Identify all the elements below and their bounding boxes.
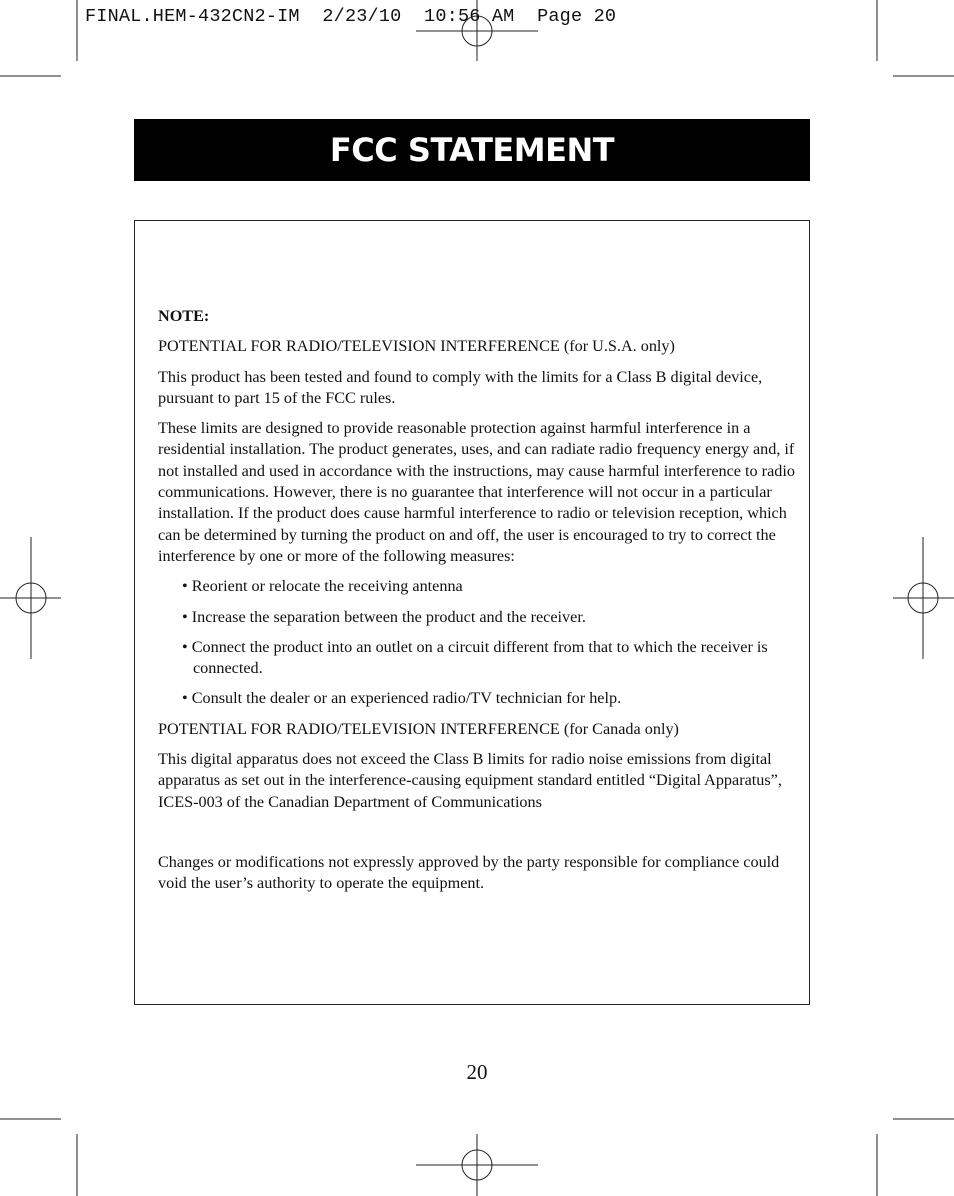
list-item: • Reorient or relocate the receiving antenna bbox=[182, 577, 463, 596]
title-banner bbox=[134, 119, 810, 181]
spacer bbox=[158, 822, 803, 852]
list-item: • Increase the separation between the product and the receiver. bbox=[182, 607, 586, 626]
registration-mark-bottom bbox=[416, 1134, 538, 1196]
registration-mark-right bbox=[893, 537, 954, 659]
usa-paragraph-1: This product has been tested and found to comply with the limits for a Class B digital device, pursuant to part 15 of the FCC rules. bbox=[158, 367, 763, 407]
measures-list bbox=[158, 576, 803, 709]
list-item: • Connect the product into an outlet on a circuit different from that to which the receiver is connected. bbox=[182, 637, 768, 678]
canada-paragraph: This digital apparatus does not exceed the Class B limits for radio noise emissions from digital apparatus as set out in the interference-causing equipment standard entitled “Digital Apparatus”, ICES-003 of the Canadian Department of Communications bbox=[158, 750, 782, 811]
usa-paragraph-2: These limits are designed to provide reasonable protection against harmful interference in a residential installation. The product generates, uses, and can radiate radio frequency energy and, if not installed and used in accordance with the instructions, may cause harmful interference to radio communications. However, there is no guarantee that interference will not occur in a particular installation. If the product does cause harmful interference to radio or television reception, which can be determined by turning the product on and off, the user is encouraged to try to correct the interference by one or more of the following measures: bbox=[158, 419, 795, 565]
changes-paragraph: Changes or modifications not expressly approved by the party responsible for compliance could void the user’s authority to operate the equipment. bbox=[158, 852, 780, 893]
list-item: • Consult the dealer or an experienced radio/TV technician for help. bbox=[182, 689, 622, 708]
usa-heading: POTENTIAL FOR RADIO/TELEVISION INTERFERENCE (for U.S.A. only) bbox=[158, 337, 675, 356]
note-label: NOTE: bbox=[158, 307, 210, 325]
statement-content bbox=[158, 306, 803, 904]
print-slug: FINAL.HEM-432CN2-IM 2/23/10 10:56 AM Page 20 bbox=[85, 6, 617, 27]
page-number: 20 bbox=[466, 1060, 488, 1084]
canada-heading: POTENTIAL FOR RADIO/TELEVISION INTERFERENCE (for Canada only) bbox=[158, 719, 679, 738]
page-title: FCC STATEMENT bbox=[329, 131, 615, 169]
registration-mark-left bbox=[0, 537, 61, 659]
